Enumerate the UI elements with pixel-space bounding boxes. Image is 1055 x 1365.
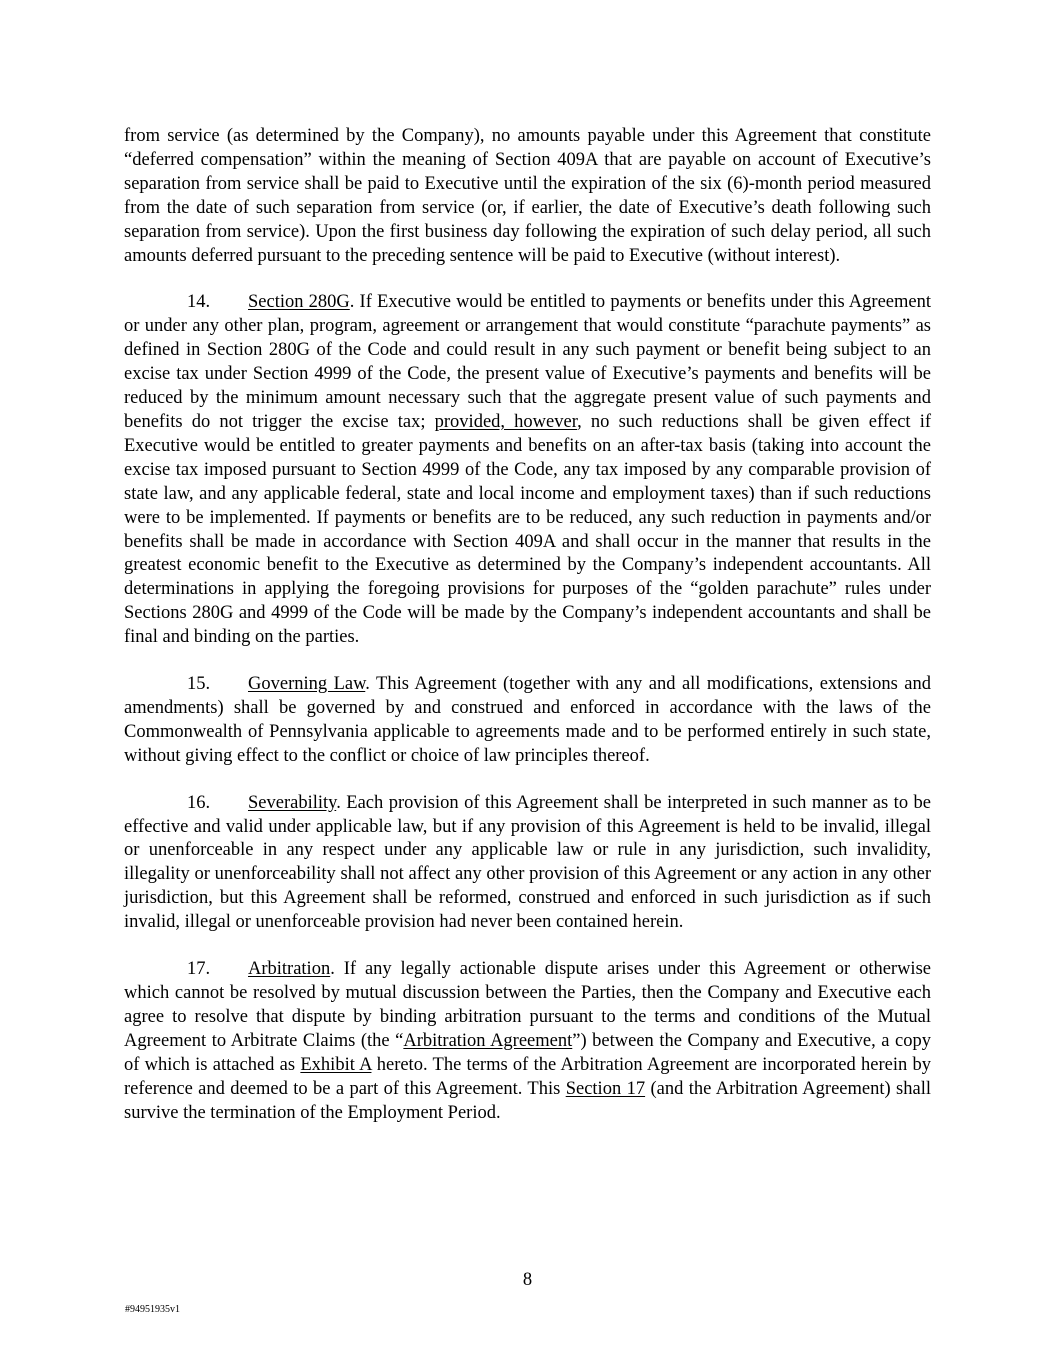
- paragraph-text: ”) between the Company and Executive, a copy of which is attached as: [124, 1030, 931, 1075]
- paragraph-13-continuation: from service (as determined by the Company), no amounts payable under this Agreement that constitute “deferred compensation” within the meaning of Section 409A that are payable on account of Executive’s separation from service shall be paid to Executive until the expiration of the six (6)-month period measured from the date of such separation from service (or, if earlier, the date of Executive’s death following such separation from service). Upon the first business day following the expiration of such delay period, all such amounts deferred pursuant to the preceding sentence will be paid to Executive (without interest).: [124, 126, 931, 266]
- section-number: 16.: [187, 792, 211, 813]
- paragraph-text: . If Executive would be entitled to payments or benefits under this Agreement or under any other plan, program, agreement or arrangement that would constitute “parachute payments” as defined in Section 280G of the Code and could result in any such payment or benefit being subject to an excise tax under Section 4999 of the Code, the present value of Executive’s payments and benefits will be reduced by the minimum amount necessary such that the aggregate present value of such payments and benefits do not trigger the excise tax;: [124, 292, 931, 432]
- paragraph-16: [124, 792, 931, 935]
- section-heading: Governing Law: [248, 674, 366, 695]
- paragraph-text: . This Agreement (together with any and all modifications, extensions and amendments) shall be governed by and construed and enforced in accordance with the laws of the Commonwealth of Pennsylvania applicable to agreements made and to be performed entirely in such state, without giving effect to the conflict or choice of law principles thereof.: [124, 674, 932, 766]
- page-number: 8: [522, 1270, 533, 1290]
- section-heading: Section 280G: [248, 292, 350, 313]
- paragraph-17: [124, 958, 931, 1125]
- paragraph-text: (and the Arbitration Agreement) shall survive the termination of the Employment Period.: [124, 1078, 931, 1123]
- paragraph-15: [124, 673, 931, 769]
- paragraph-text: hereto. The terms of the Arbitration Agreement are incorporated herein by reference and deemed to be a part of this Agreement. This: [124, 1054, 931, 1099]
- paragraph-14: [124, 291, 931, 650]
- section-heading: Severability: [248, 792, 337, 813]
- underlined-term: Exhibit A: [300, 1054, 372, 1075]
- paragraph-text: . If any legally actionable dispute arises under this Agreement or otherwise which cannot be resolved by mutual discussion between the Parties, then the Company and Executive each agree to resolve that dispute by binding arbitration pursuant to the terms and conditions of the Mutual Agreement to Arbitrate Claims (the “: [124, 959, 931, 1051]
- section-number: 15.: [187, 674, 211, 695]
- underlined-term: Arbitration Agreement: [403, 1030, 573, 1051]
- underlined-term: provided, however: [434, 411, 578, 432]
- section-heading: Arbitration: [248, 959, 331, 980]
- underlined-term: Section 17: [565, 1078, 646, 1099]
- document-body: [124, 125, 931, 1148]
- paragraph-text: , no such reductions shall be given effect if Executive would be entitled to greater payments and benefits on an after-tax basis (taking into account the excise tax imposed pursuant to Section 4999 of the Code, any tax imposed by any comparable provision of state law, and any applicable federal, state and local income and employment taxes) than if such reductions were to be implemented. If payments or benefits are to be reduced, any such reduction in payments and/or benefits shall be made in accordance with Section 409A and shall occur in the manner that results in the greatest economic benefit to the Executive as determined by the Company’s independent accountants. All determinations in applying the foregoing provisions for purposes of the “golden parachute” rules under Sections 280G and 4999 of the Code will be made by the Company’s independent accountants and shall be final and binding on the parties.: [124, 411, 931, 648]
- document-id: #94951935v1: [125, 1304, 180, 1315]
- section-number: 14.: [187, 292, 211, 313]
- paragraph-text: . Each provision of this Agreement shall be interpreted in such manner as to be effective and valid under applicable law, but if any provision of this Agreement is held to be invalid, illegal or unenforceable in any respect under any applicable law or rule in any jurisdiction, such invalidity, illegality or unenforceability shall not affect any other provision of this Agreement or any action in any other jurisdiction, but this Agreement shall be reformed, construed and enforced in such jurisdiction as if such invalid, illegal or unenforceable provision had never been contained herein.: [124, 792, 931, 933]
- section-number: 17.: [187, 959, 211, 980]
